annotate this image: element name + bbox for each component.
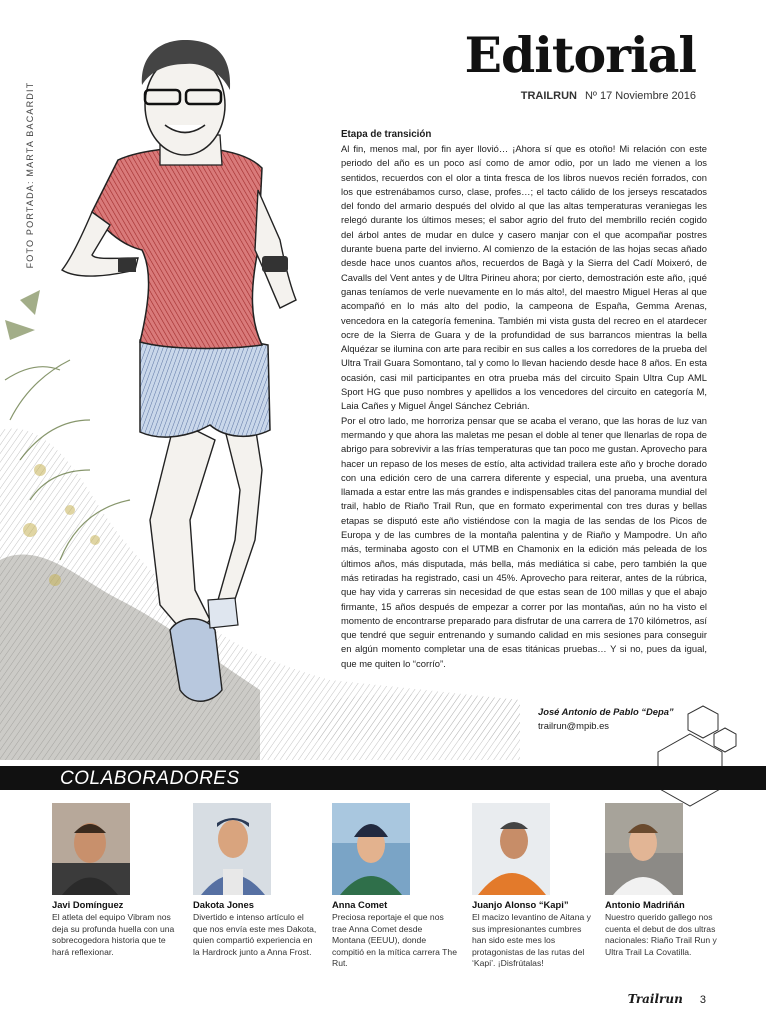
- collaborator-bio: El macizo levantino de Aitana y sus impresionantes cumbres han sido este mes los protagonistas de las rutas del ‘Kapi’. ¡Disfrútalas!: [472, 912, 591, 968]
- collaborator-name: Javi Domínguez: [52, 899, 124, 910]
- collaborator-card: [472, 803, 597, 970]
- photo-credit-text: FOTO PORTADA: MARTA BACARDIT: [25, 81, 35, 269]
- article-paragraph: Al fin, menos mal, por fin ayer llovió… ¡Ahora sí que es otoño! Mi relación con este periodo del año es un poco así como de amor odio, por un lado me vienen a los sentidos, recuerdos con el olor a tinta fresca de los libros nuevos recién forrados, con los que estrenábamos curso, clase, profes…; el tacto cálido de los jerseys rescatados del fondo del armario después del olvido al que las altas temperaturas veraniegas les relegó durante los últimos meses; el sabor agrio del fruto del membrillo recién cogido del árbol antes de mudar en dulce y casero manjar con el que acompañar postres durante buena parte del invierno. Al comienzo de la estación de las hojas secas añado desde hace unos cuantos años, recuerdos de Bagà y la Sierra del Cadí Moixeró, de Cavalls del Vent antes y de Ultra Pirineu ahora; por cierto, demostración este año, ¡qué ganas teníamos de verle nuevamente en lo más alto!, del maestro Miguel Heras al que acompañó en lo más alto del podio, la campeona de España, Gemma Arenas, vencedora en la categoría femenina. También mi vista gusta del recreo en el atardecer ocre de la Sierra de Guara y de la profundidad de sus barrancos mientras la bella Alquézar se ilumina con arte para recibir en sus calles a los corredores de la prueba del Ultra Trail Guara Somontano, tal y como lo llevan haciendo desde hace 8 años. En esta ocasión, casi mil participantes en otra prueba más del circuito Spain Ultra Cup AML Sport HG que puso nombres y apellidos a los vencedores del circuito en categoría M, Laia Cañes y Miguel Ángel Sánchez Cebrián.: [341, 143, 707, 412]
- page-title: Editorial: [464, 26, 696, 84]
- collaborators-title: COLABORADORES: [60, 768, 240, 789]
- collaborator-card: [332, 803, 457, 970]
- collaborator-bio: Divertido e intenso artículo el que nos envía este mes Dakota, quien compartió experiencia en la Hardrock junto a Anna Frost.: [193, 912, 317, 957]
- page-footer: [628, 992, 706, 1006]
- collaborator-name: Dakota Jones: [193, 899, 254, 910]
- collaborator-photo: [332, 803, 410, 895]
- collaborators-list: [52, 803, 752, 983]
- collaborator-photo: [52, 803, 130, 895]
- collaborator-name: Anna Comet: [332, 899, 388, 910]
- collaborator-card: [193, 803, 318, 958]
- issue-date: Nº 17 Noviembre 2016: [584, 90, 696, 102]
- article-paragraph: Por el otro lado, me horroriza pensar que se acaba el verano, que las horas de luz van mermando y que ahora las maletas me pesan el doble al tener que llenarlas de ropa de abrigo para sobrevivir a las frías temperaturas que tan poco me gustan. Aprovecho para hacer un repaso de los meses de estío, alta actividad trailera este año y broche dorado con una edición cero de una carrera diferente y especial, una prueba, una aventura llamada a estar entre las más grandes e indispensables citas del panorama mundial del trail, hablo de Riaño Trail Run, que en formato experimental con tres duras y bellas etapas se disputó este año vistiéndose con la magia de las sendas de los Picos de Europa y de las cumbres de la montaña palentina y de Riaño y Mampodre. Un año más, terminaba agosto con el UTMB en Chamonix en la edición más peleada de los últimos años, más disputada, más bella, más mediática si cabe, pero también la que más retiradas ha registrado, casi un 45%. Aprovecho para reiterar, antes de la rúbrica, que hay vida y carreras sin necesidad de que estas sean de 100 millas y que el abajo firmante, 15 años después de empezar a correr por las montañas, aún no ha visto el momento de encontrarse preparado para disfrutar de una carrera de 170 kilómetros, así que tendré que seguir entrenando y sumando calidad en mis sesiones para conseguir en algún momento completar una de esas titánicas pruebas… Y si no, pues da igual, que me quiten lo “corrío”.: [341, 414, 707, 669]
- magazine-name: TRAILRUN: [520, 90, 577, 102]
- issue-line: [521, 90, 696, 102]
- collaborator-photo: [472, 803, 550, 895]
- collaborator-bio: Preciosa reportaje el que nos trae Anna Comet desde Montana (EEUU), donde compitió en la mítica carrera The Rut.: [332, 912, 457, 968]
- photo-credit: [22, 75, 38, 275]
- collaborator-bio: El atleta del equipo Vibram nos deja su profunda huella con una sobrecogedora historia que te hará reflexionar.: [52, 912, 175, 957]
- collaborator-card: [605, 803, 730, 958]
- editorial-article: [341, 128, 707, 671]
- footer-brand: Trailrun: [627, 992, 683, 1006]
- collaborator-card: [52, 803, 177, 958]
- collaborator-name: Antonio Madriñán: [605, 899, 685, 910]
- page-number: 3: [699, 994, 706, 1006]
- collaborator-bio: Nuestro querido gallego nos cuenta el debut de dos ultras nacionales: Riaño Trail Run y Ultra Trail La Covatilla.: [605, 912, 717, 957]
- collaborator-photo: [605, 803, 683, 895]
- author-email[interactable]: trailrun@mpib.es: [538, 720, 609, 731]
- collaborator-name: Juanjo Alonso “Kapi”: [472, 899, 569, 910]
- article-heading: Etapa de transición: [341, 129, 432, 140]
- hexagon-decoration: [630, 700, 750, 815]
- collaborator-photo: [193, 803, 271, 895]
- author-name: José Antonio de Pablo “Depa”: [538, 706, 674, 717]
